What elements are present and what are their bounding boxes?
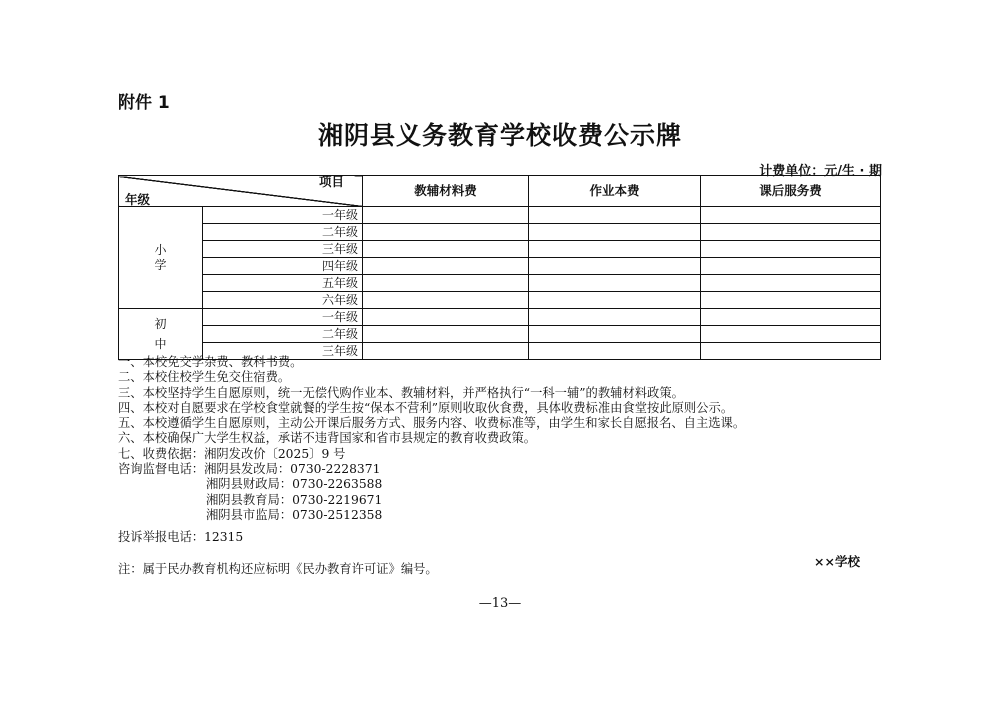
grade-cell: 四年级 [203,258,363,275]
column-header: 作业本费 [529,176,701,207]
table-row [119,309,881,326]
note-item: 一、本校免交学杂费、教科书费。 [118,355,303,369]
note-item: 二、本校住校学生免交住宿费。 [118,370,291,385]
footnote: 注：属于民办教育机构还应标明《民办教育许可证》编号。 [118,562,438,576]
column-header: 课后服务费 [701,176,881,207]
table-row [119,326,881,343]
corner-item-label: 项目 [318,174,344,189]
note-item: 七、收费依据：湘阴发改价〔2025〕9 号 [118,446,346,461]
fee-cell [701,309,881,326]
fee-cell [529,326,701,343]
table-row [119,292,881,309]
attachment-label: 附件 1 [118,93,170,113]
fee-cell [363,326,529,343]
fee-cell [363,309,529,326]
column-header: 教辅材料费 [363,176,529,207]
fee-cell [363,292,529,309]
corner-grade-label: 年级 [125,192,151,207]
table-row [119,207,881,224]
table-row [119,275,881,292]
table-row [119,258,881,275]
fee-cell [529,207,701,224]
fee-cell [363,258,529,275]
table-row [119,241,881,258]
grade-cell: 二年级 [203,326,363,343]
hotline-label: 咨询监督电话： [118,462,205,477]
fee-cell [529,258,701,275]
fee-cell [701,241,881,258]
note-item: 五、本校遵循学生自愿原则，主动公开课后服务方式、服务内容、收费标准等，由学生和家长自愿报名、自主选课。 [118,416,746,431]
grade-cell: 三年级 [203,241,363,258]
fee-table [118,175,881,360]
page-title: 湘阴县义务教育学校收费公示牌 [317,121,682,150]
table-row [119,224,881,241]
fee-cell [529,241,701,258]
section-primary-label: 小学 [154,242,167,272]
note-item: 三、本校坚持学生自愿原则，统一无偿代购作业本、教辅材料，并严格执行“一科一辅”的教辅材料政策。 [118,385,684,400]
hotline-item: 湘阴县教育局：0730-2219671 [206,492,383,507]
fee-cell [363,207,529,224]
note-item: 六、本校确保广大学生权益，承诺不违背国家和省市县规定的教育收费政策。 [118,431,537,446]
hotline-item: 湘阴县财政局：0730-2263588 [206,477,383,492]
grade-cell: 一年级 [203,207,363,224]
fee-cell [529,275,701,292]
fee-cell [529,292,701,309]
billing-unit: 计费单位：元/生 · 期 [759,164,882,179]
grade-cell: 六年级 [203,292,363,309]
fee-cell [701,292,881,309]
table-header-row [119,176,881,207]
fee-cell [363,275,529,292]
complaint-hotline: 投诉举报电话：12315 [118,530,244,544]
fee-cell [363,241,529,258]
fee-cell [363,224,529,241]
fee-cell [701,224,881,241]
note-item: 四、本校对自愿要求在学校食堂就餐的学生按“保本不营利”原则收取伙食费，具体收费标准由食堂按此原则公示。 [118,400,734,415]
table-corner-cell [119,176,363,207]
grade-cell: 三年级 [203,343,363,360]
fee-cell [701,258,881,275]
fee-cell [529,309,701,326]
page-number: —13— [478,596,522,611]
notes-block [118,355,745,523]
section-primary [119,207,203,309]
fee-cell [529,224,701,241]
hotline-item: 湘阴县发改局：0730-2228371 [204,462,381,477]
hotline-row [118,462,745,477]
fee-cell [701,326,881,343]
fee-cell [701,207,881,224]
hotline-item: 湘阴县市监局：0730-2512358 [206,507,383,522]
school-name: ××学校 [814,554,860,569]
grade-cell: 二年级 [203,224,363,241]
grade-cell: 五年级 [203,275,363,292]
grade-cell: 一年级 [203,309,363,326]
section-middle [119,309,203,360]
fee-cell [701,275,881,292]
section-middle-label: 初中 [154,317,167,351]
